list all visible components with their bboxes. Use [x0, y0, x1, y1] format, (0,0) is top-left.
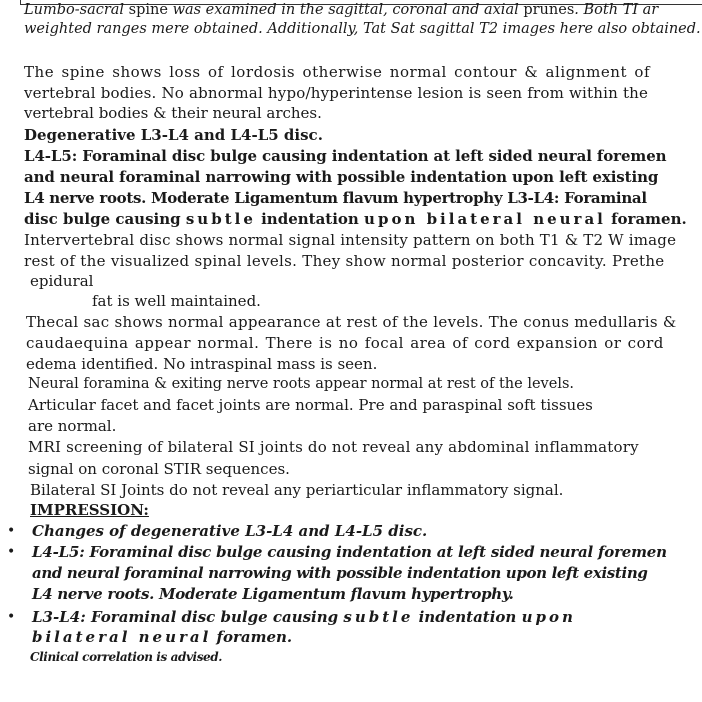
disc-line: fat is well maintained.	[92, 292, 261, 310]
disc-line: rest of the visualized spinal levels. They show normal posterior concavity. Prethe	[24, 252, 665, 270]
si-bilateral-line: Bilateral SI Joints do not reveal any periarticular inflammatory signal.	[30, 481, 564, 499]
l3l4-text: foramen.	[605, 210, 687, 228]
l3l4-line	[24, 210, 687, 228]
disc-line: epidural	[30, 272, 94, 290]
technique-line-1	[24, 2, 658, 18]
degenerative-heading: Degenerative L3-L4 and L4-L5 disc.	[24, 126, 323, 144]
l3l4-text: upon bilateral neural	[364, 210, 606, 228]
si-line: signal on coronal STIR sequences.	[28, 460, 290, 478]
technique-text: was examined in the sagittal, coronal and axial	[172, 2, 519, 18]
thecal-line: edema identified. No intraspinal mass is seen.	[26, 355, 378, 373]
findings-line: The spine shows loss of lordosis otherwise normal contour & alignment of	[24, 63, 651, 81]
disc-line: Intervertebral disc shows normal signal intensity pattern on both T1 & T2 W image	[24, 231, 677, 249]
l4l5-line: L4-L5: Foraminal disc bulge causing indentation at left sided neural foremen	[24, 147, 667, 165]
l3l4-text: disc bulge causing	[24, 210, 186, 228]
findings-line: vertebral bodies & their neural arches.	[24, 104, 322, 122]
impression-item-2-line: L4 nerve roots. Moderate Ligamentum flavum hypertrophy.	[32, 585, 514, 603]
neural-line: Neural foramina & exiting nerve roots appear normal at rest of the levels.	[28, 376, 575, 392]
impression-item-3-line	[32, 608, 576, 626]
technique-text: Lumbo-sacral	[24, 2, 125, 18]
technique-text: spine	[124, 2, 173, 18]
findings-line: vertebral bodies. No abnormal hypo/hyperintense lesion is seen from within the	[24, 84, 649, 102]
impression-heading: IMPRESSION:	[30, 501, 149, 519]
technique-text: . Both TI ar	[574, 2, 659, 18]
l4l5-line: L4 nerve roots. Moderate Ligamentum flavum hypertrophy L3-L4: Foraminal	[24, 189, 647, 207]
technique-text: prunes	[518, 2, 575, 18]
impression-item-1: Changes of degenerative L3-L4 and L4-L5 disc.	[32, 522, 428, 540]
facet-line: Articular facet and facet joints are normal. Pre and paraspinal soft tissues	[28, 396, 593, 414]
impression-text: foramen.	[211, 628, 293, 646]
impression-text: upon	[521, 608, 576, 626]
l3l4-text: subtle	[185, 210, 256, 228]
impression-text: bilateral neural	[32, 628, 212, 646]
bullet-icon: •	[7, 609, 16, 625]
si-line: MRI screening of bilateral SI joints do not reveal any abdominal inflammatory	[28, 438, 639, 456]
technique-line-2: weighted ranges mere obtained. Additionally, Tat Sat sagittal T2 images here also obtained.	[24, 21, 701, 37]
impression-item-2-line: L4-L5: Foraminal disc bulge causing indentation at left sided neural foremen	[32, 543, 667, 561]
facet-line: are normal.	[28, 417, 117, 435]
impression-text: indentation	[413, 608, 522, 626]
impression-text: L3-L4: Foraminal disc bulge causing	[32, 608, 344, 626]
bullet-icon: •	[7, 544, 16, 560]
impression-item-3-line	[32, 628, 292, 646]
impression-item-2-line: and neural foraminal narrowing with possible indentation upon left existing	[32, 564, 648, 582]
thecal-line: Thecal sac shows normal appearance at rest of the levels. The conus medullaris &	[26, 313, 677, 331]
l4l5-line: and neural foraminal narrowing with possible indentation upon left existing	[24, 168, 659, 186]
l3l4-text: indentation	[255, 210, 365, 228]
clinical-note: Clinical correlation is advised.	[30, 650, 223, 664]
thecal-line: caudaequina appear normal. There is no focal area of cord expansion or cord	[26, 334, 664, 352]
impression-text: subtle	[343, 608, 414, 626]
bullet-icon: •	[7, 523, 16, 539]
